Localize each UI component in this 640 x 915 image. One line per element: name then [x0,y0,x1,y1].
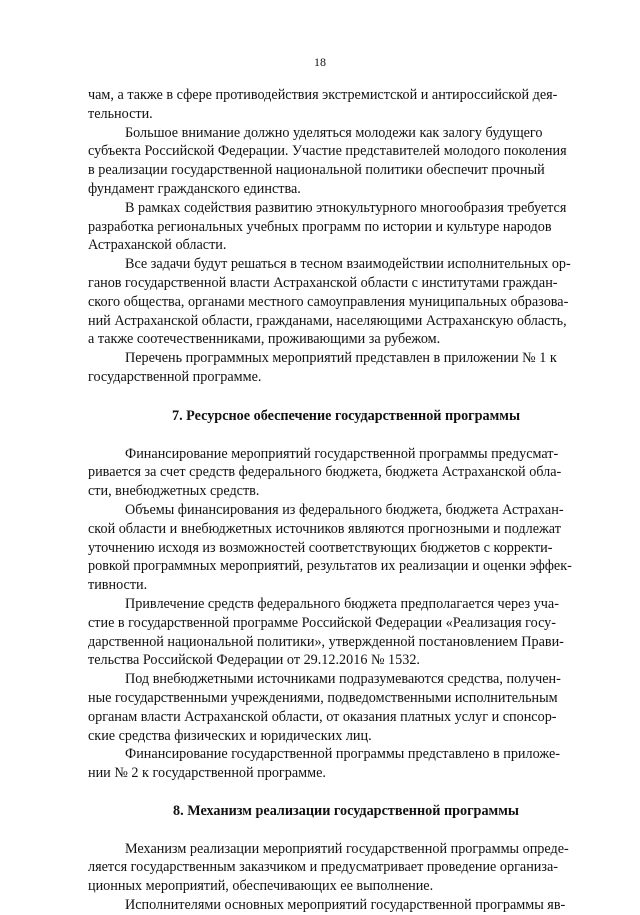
text-line: Все задачи будут решаться в тесном взаимодействии исполнительных ор- [125,256,571,273]
paragraph [88,199,604,255]
text-line: в реализации государственной национальной политики обеспечит прочный [88,162,545,179]
document-body [88,86,604,915]
text-line: Привлечение средств федерального бюджета предполагается через уча- [125,595,559,612]
text-line: ривается за счет средств федерального бюджета, бюджета Астраханской обла- [88,464,562,481]
paragraph [88,255,604,349]
text-line: нии № 2 к государственной программе. [88,765,326,782]
text-line: уточнению исходя из возможностей соответствующих бюджетов с корректи- [88,539,553,556]
paragraph [88,745,604,783]
paragraph [88,840,604,896]
text-line: Исполнителями основных мероприятий государственной программы яв- [125,897,566,914]
text-line: В рамках содействия развитию этнокультурного многообразия требуется [125,199,567,216]
text-line: фундамент гражданского единства. [88,180,301,197]
text-line: ные государственными учреждениями, подведомственными исполнительным [88,689,558,706]
text-line: государственной программе. [88,368,262,385]
text-line: Большое внимание должно уделяться молодежи как залогу будущего [125,124,543,141]
text-line: чам, а также в сфере противодействия экстремистской и антироссийской дея- [88,87,558,103]
text-line: ские средства физических и юридических лиц. [88,727,372,744]
text-line: органам власти Астраханской области, от оказания платных услуг и спонсор- [88,708,557,725]
section-heading-7: 7. Ресурсное обеспечение государственной программы [171,407,521,424]
text-line: ляется государственным заказчиком и предусматривает проведение организа- [88,859,559,876]
text-line: дарственной национальной политики», утвержденной постановлением Прави- [88,633,564,650]
page-number: 18 [314,55,326,69]
text-line: ского общества, органами местного самоуправления муниципальных образова- [88,293,569,310]
text-line: ганов государственной власти Астраханской области с институтами граждан- [88,274,558,291]
text-line: ровкой программных мероприятий, результатов их реализации и оценки эффек- [88,558,572,575]
text-line: сти, внебюджетных средств. [88,483,260,500]
paragraph [88,445,604,501]
paragraph [88,595,604,670]
section-heading-8: 8. Механизм реализации государственной программы [173,802,519,819]
paragraph [88,124,604,199]
text-line: тивности. [88,577,148,594]
paragraph [88,501,604,595]
text-line: Финансирование мероприятий государственной программы предусмат- [125,445,559,462]
text-line: Объемы финансирования из федерального бюджета, бюджета Астрахан- [125,501,564,518]
text-line: Под внебюджетными источниками подразумеваются средства, получен- [125,671,561,688]
text-line: ционных мероприятий, обеспечивающих ее выполнение. [88,878,434,895]
paragraph-continuation [88,86,604,124]
text-line: Механизм реализации мероприятий государственной программы опреде- [125,840,569,857]
paragraph [88,670,604,745]
text-line: разработка региональных учебных программ по истории и культуре народов [88,218,552,235]
text-line: ской области и внебюджетных источников являются прогнозными и подлежат [88,520,561,537]
text-line: Астраханской области. [88,237,227,254]
text-line: ний Астраханской области, гражданами, населяющими Астраханскую область, [88,312,567,329]
text-line: субъекта Российской Федерации. Участие представителей молодого поколения [88,143,567,160]
paragraph [88,896,604,915]
paragraph [88,349,604,387]
text-line: Перечень программных мероприятий представлен в приложении № 1 к [125,350,557,367]
text-line: а также соотечественниками, проживающими за рубежом. [88,331,441,348]
text-line: стие в государственной программе Российской Федерации «Реализация госу- [88,614,557,631]
text-line: тельства Российской Федерации от 29.12.2016 № 1532. [88,652,420,669]
text-line: Финансирование государственной программы представлено в приложе- [125,746,560,763]
text-line: тельности. [88,105,153,122]
